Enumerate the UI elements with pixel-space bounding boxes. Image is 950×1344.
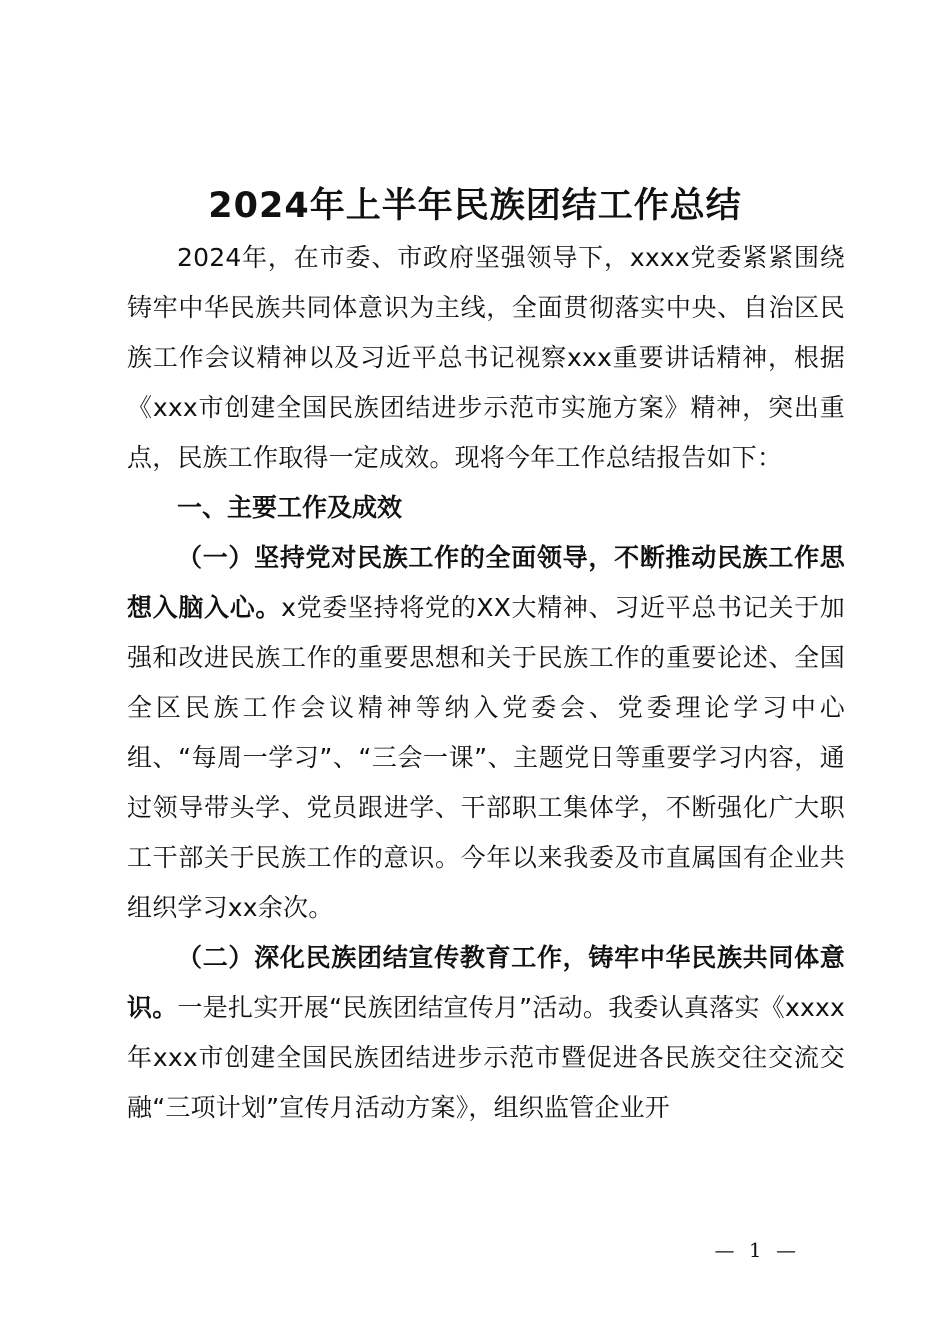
intro-paragraph: 2024年，在市委、市政府坚强领导下，xxxx党委紧紧围绕铸牢中华民族共同体意识为主线，全面贯彻落实中央、自治区民族工作会议精神以及习近平总书记视察xxx重要讲话精神，根据《xxx市创建全国民族团结进步示范市实施方案》精神，突出重点，民族工作取得一定成效。现将今年工作总结报告如下：: [127, 243, 845, 472]
item-2-text: 一是扎实开展“民族团结宣传月”活动。我委认真落实《xxxx年xxx市创建全国民族团结进步示范市暨促进各民族交往交流交融“三项计划”宣传月活动方案》，组织监管企业开: [127, 993, 845, 1122]
item-2-lead: （二）深化民族团结宣传教育工作，铸牢中华民族共同体意识。: [127, 943, 845, 1022]
item-1-paragraph: [127, 533, 845, 933]
item-2-paragraph: [127, 933, 845, 1133]
item-1-lead: （一）坚持党对民族工作的全面领导，不断推动民族工作思想入脑入心。: [127, 543, 845, 622]
page-number: — 1 —: [714, 1238, 800, 1262]
section-heading: 一、主要工作及成效: [177, 493, 403, 522]
document-title: 2024年上半年民族团结工作总结: [208, 186, 742, 226]
item-1-text: x党委坚持将党的XX大精神、习近平总书记关于加强和改进民族工作的重要思想和关于民族工作的重要论述、全国全区民族工作会议精神等纳入党委会、党委理论学习中心组、“每周一学习”、“三会一课”、主题党日等重要学习内容，通过领导带头学、党员跟进学、干部职工集体学，不断强化广大职工干部关于民族工作的意识。今年以来我委及市直属国有企业共组织学习xx余次。: [127, 593, 845, 922]
document-body: [127, 233, 845, 1133]
